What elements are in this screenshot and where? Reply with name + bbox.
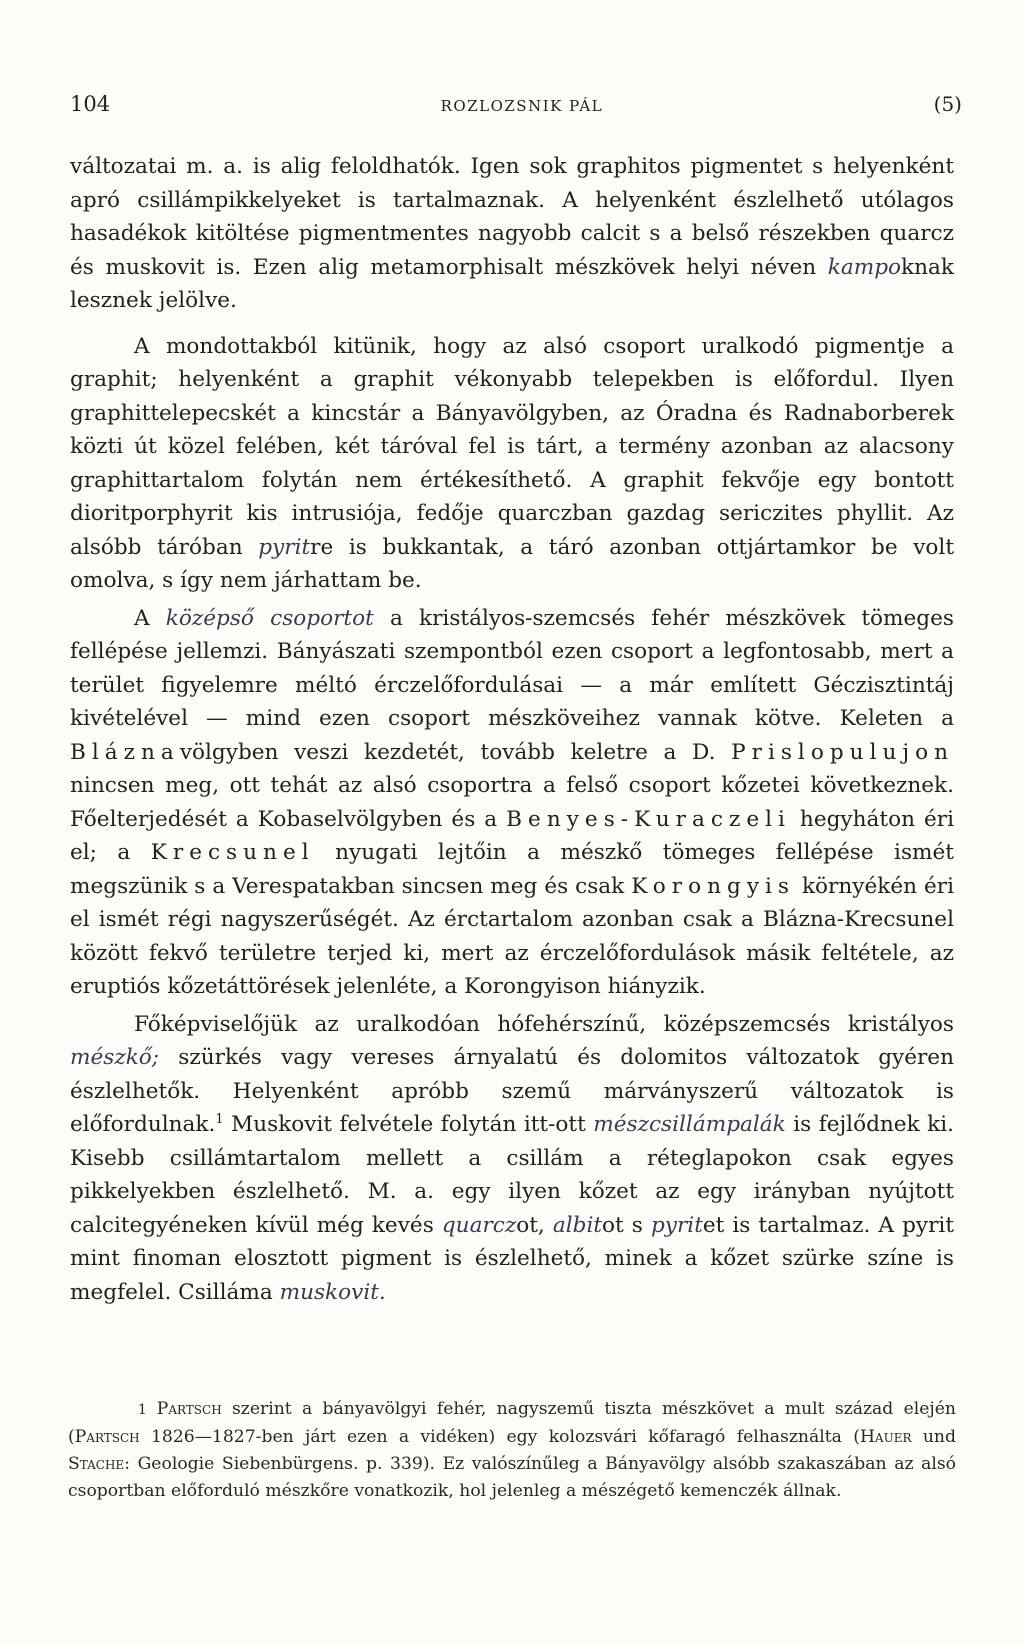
paragraph-3: A középső csoportot a kristályos-szemcsés fehér mészkövek tömeges fellépése jellemzi. Bányászati szempontból ezen csoport a legfontosabb, mert a terület figyelemre méltó érczelőfordulásai — a már említett Géczisztintáj kivételével — mind ezen csoport mészköveihez vannak kötve. Keleten a Bláznavölgyben veszi kezdetét, tovább keletre a D. Prislopulujon nincsen meg, ott tehát az alsó csoportra a felső csoport kőzetei következnek. Főelterjedését a Kobaselvölgyben és a Benyes-Kuraczeli hegyháton éri el; a Krecsunel nyugati lejtőin a mészkő tömeges fellépése ismét megszünik s a Verespatakban sincsen meg és csak Korongyis környékén éri el ismét régi nagyszerűségét. Az érctartalom azonban csak a Blázna-Krecsunel között fekvő területre terjed ki, mert az érczelőfordulások másik feltétele, az eruptiós kőzetáttörések jelenléte, a Korongyison hiányzik. bbox=[70, 605, 954, 999]
running-title: ROZLOZSNIK PÁL bbox=[440, 97, 604, 115]
page-number: 104 bbox=[70, 92, 111, 116]
footnote-mark: 1 bbox=[138, 1402, 147, 1418]
footnote: 1 Partsch szerint a bányavölgyi fehér, nagyszemű tiszta mészkövet a mult század elején (Partsch 1826—1827-ben járt ezen a vidéken) egy kolozsvári kőfaragó felhasználta (Hauer und Stache: Geologie Siebenbürgens. p. 339). Ez valószínűleg a Bányavölgy alsóbb szakaszában az alsó csoportban előforduló mészkőre vonatkozik, hol jelenleg a mészégető kemenczék állnak. bbox=[68, 1399, 956, 1501]
footnote-reference: 1 bbox=[215, 1111, 224, 1127]
paragraph-1: változatai m. a. is alig feloldhatók. Igen sok graphitos pigmentet s helyenként apró csillámpikkelyeket is tartalmaznak. A helyenként észlelhető utólagos hasadékok kitöltése pigmentmentes nagyobb calcit s a belső részekben quarcz és muskovit is. Ezen alig metamorphisalt mészkövek helyi néven kampoknak lesznek jelölve. bbox=[70, 154, 954, 313]
paragraph-2: A mondottakból kitünik, hogy az alsó csoport uralkodó pigmentje a graphit; helyenként a graphit vékonyabb telepekben is előfordul. Ilyen graphittelepecskét a kincstár a Bányavölgyben, az Óradna és Radnaborberek közti út közel felében, két táróval fel is tárt, a termény azonban az alacsony graphittartalom folytán nem értékesíthető. A graphit fekvője egy bontott dioritporphyrit kis intrusiója, fedője quarczban gazdag sericzites phyllit. Az alsóbb táróban pyritre is bukkantak, a táró azonban ottjártamkor be volt omolva, s így nem járhattam be. bbox=[70, 333, 954, 593]
section-mark: (5) bbox=[933, 92, 962, 116]
body-text bbox=[70, 150, 954, 1309]
paragraph-4: Főképviselőjük az uralkodóan hófehérszínű, középszemcsés kristályos mészkő; szürkés vagy vereses árnyalatú és dolomitos változatok gyéren észlelhetők. Helyenként apróbb szemű márványszerű változatok is előfordulnak.$^1$ Muskovit felvétele folytán itt-ott mészcsillámpalák is fejlődnek ki. Kisebb csillámtartalom mellett a csillám a réteglapokon csak egyes pikkelyekben észlelhető. M. a. egy ilyen kőzet az egy irányban nyújtott calcitegyéneken kívül még kevés quarczot, albitot s pyritet is tartalmaz. A pyrit mint finoman elosztott pigment is észlelhető, minek a kőzet szürke színe is megfelel. Csillámа muskovit. bbox=[70, 1011, 954, 1305]
page-header bbox=[70, 92, 962, 116]
